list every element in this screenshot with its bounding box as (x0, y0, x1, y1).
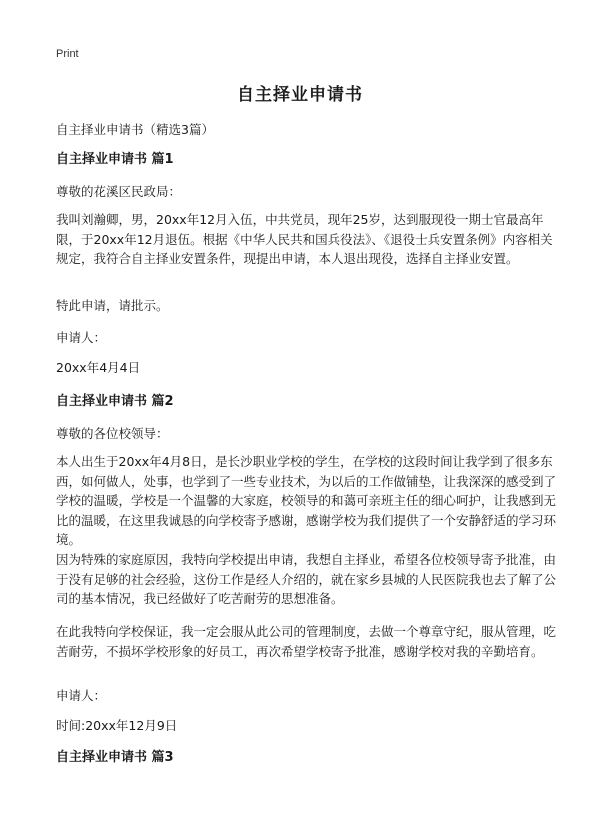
section-2-salutation: 尊敬的各位校领导： (56, 426, 169, 441)
section-2-date: 时间:20xx年12月9日 (56, 718, 178, 733)
section-1-paragraph-1: 我叫刘瀚卿，男，20xx年12月入伍，中共党员，现年25岁，达到服现役一期士官最高年限，于20xx年12月退伍。根据《中华人民共和国兵役法》、《退役士兵安置条例》内容相关规定，我符合自主择业安置条件，现提出申请，本人退出现役，选择自主择业安置。 (56, 212, 553, 266)
section-2-heading: 自主择业申请书 篇2 (56, 394, 174, 409)
section-1-heading: 自主择业申请书 篇1 (56, 152, 174, 167)
section-2-paragraph-1: 本人出生于20xx年4月8日，是长沙职业学校的学生，在学校的这段时间让我学到了很多东西，如何做人，处事，也学到了一些专业技术，为以后的工作做铺垫，让我深深的感受到了学校的温暖，学校是一个温馨的大家庭，校领导的和蔼可亲班主任的细心呵护，让我感到无比的温暖，在这里我诚恳的向学校寄予感谢，感谢学校为我们提供了一个安静舒适的学习环境。 (56, 454, 557, 547)
section-1-salutation: 尊敬的花溪区民政局： (56, 184, 182, 199)
section-2-paragraph-2: 因为特殊的家庭原因，我特向学校提出申请，我想自主择业，希望各位校领导寄予批准，由于没有足够的社会经验，这份工作是经人介绍的，就在家乡县城的人民医院我也去了解了公司的基本情况，我已经做好了吃苦耐劳的思想准备。 (56, 552, 557, 606)
print-label: Print (56, 48, 79, 60)
section-1-applicant: 申请人： (56, 330, 107, 345)
section-2-applicant: 申请人： (56, 688, 107, 703)
section-1-date: 20xx年4月4日 (56, 360, 141, 375)
document-title: 自主择业申请书 (237, 85, 363, 105)
section-1-paragraph-2: 特此申请，请批示。 (56, 298, 169, 313)
document-subtitle: 自主择业申请书（精选3篇） (56, 122, 214, 137)
section-2-paragraph-3: 在此我特向学校保证，我一定会服从此公司的管理制度，去做一个尊章守纪，服从管理，吃苦耐劳，不损坏学校形象的好员工，再次希望学校寄予批准，感谢学校对我的辛勤培育。 (56, 624, 557, 659)
section-3-heading: 自主择业申请书 篇3 (56, 750, 174, 765)
